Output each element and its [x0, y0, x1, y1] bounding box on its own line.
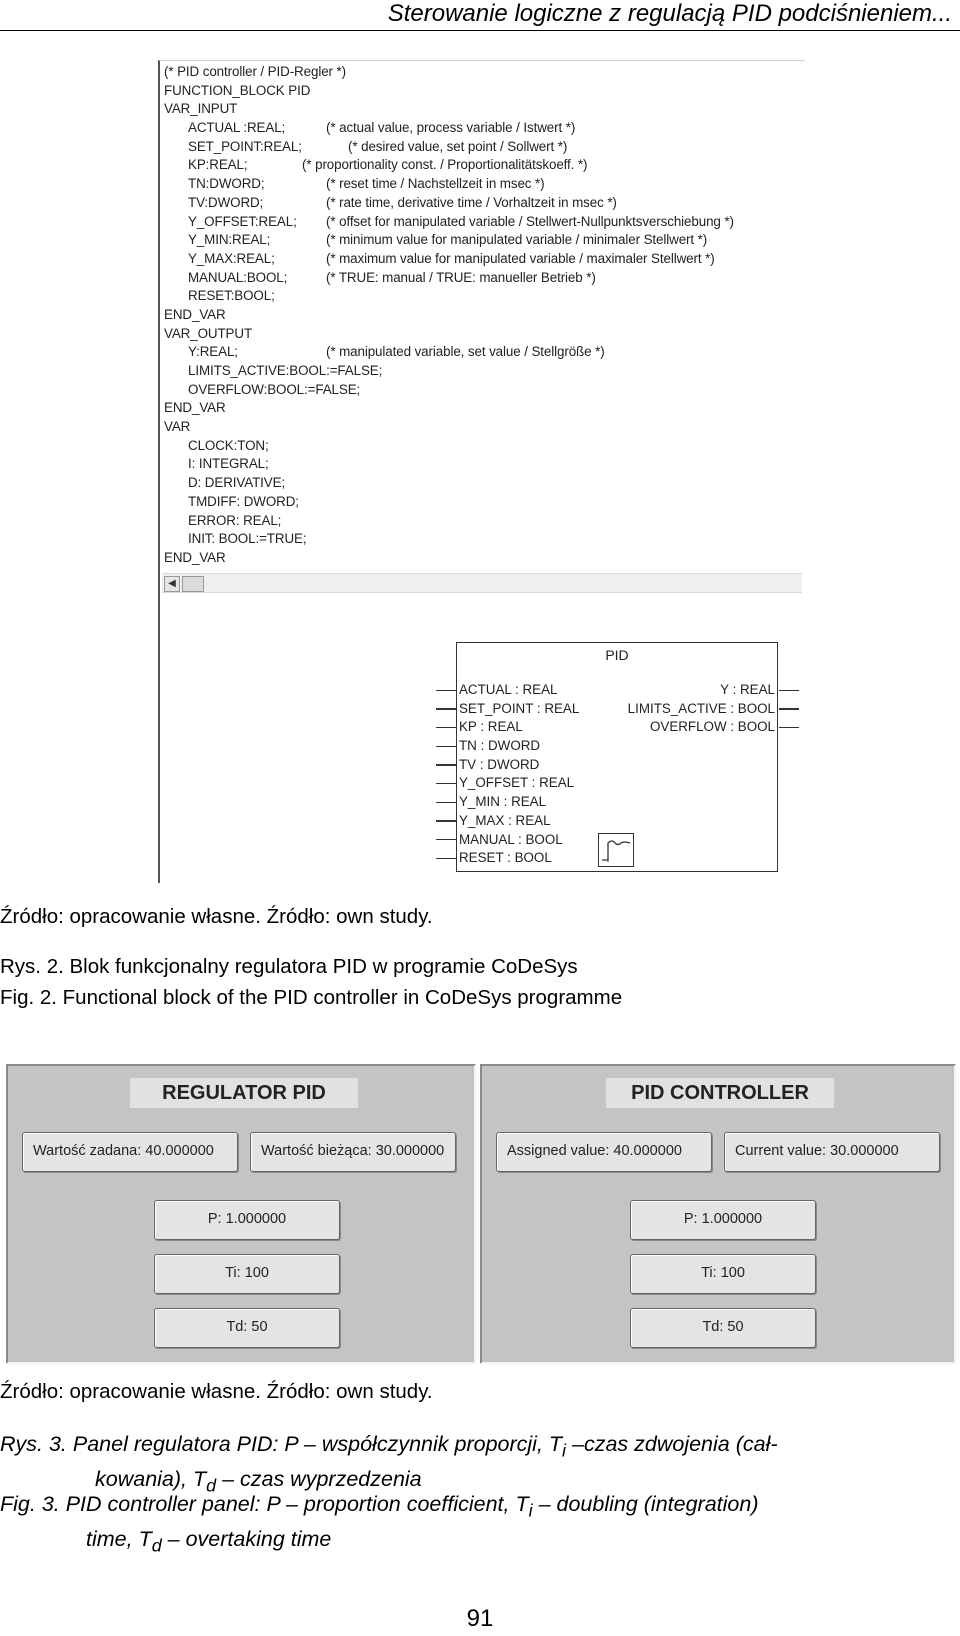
figure3-caption-pl-line1 — [0, 1430, 958, 1465]
figure3-caption-en — [0, 1490, 958, 1561]
code-comment: (* TRUE: manual / TRUE: manueller Betrieb *) — [326, 269, 596, 285]
input-port-label: TN : DWORD — [459, 738, 541, 754]
code-text: END_VAR — [164, 306, 226, 322]
output-port-label: Y : REAL — [720, 682, 775, 697]
code-line — [164, 82, 382, 101]
td-button-pl[interactable]: Td: 50 — [154, 1308, 340, 1348]
caption-fragment: Fig. 3. PID controller panel: P – proportion coefficient, T — [0, 1492, 529, 1516]
input-port-label: Y_MIN : REAL — [459, 794, 547, 810]
code-line — [164, 194, 617, 213]
caption-fragment: – doubling (integration) — [532, 1492, 759, 1516]
code-listing-screenshot — [158, 60, 805, 596]
code-comment: (* rate time, derivative time / Vorhaltzeit in msec *) — [326, 194, 617, 210]
code-line — [164, 418, 382, 437]
input-pin — [436, 746, 456, 747]
p-button-en[interactable]: P: 1.000000 — [630, 1200, 816, 1240]
code-text: INIT: BOOL:=TRUE; — [188, 531, 307, 547]
code-line — [164, 231, 708, 250]
code-line — [164, 437, 382, 456]
caption-text — [0, 1430, 778, 1465]
code-line — [164, 455, 382, 474]
output-pin — [779, 690, 799, 691]
code-text: D: DERIVATIVE; — [188, 475, 286, 491]
code-text: CLOCK:TON; — [188, 437, 269, 453]
caption-fragment: –czas zdwojenia (cał- — [566, 1432, 778, 1456]
code-text: END_VAR — [164, 549, 226, 565]
figure2-source: Źródło: opracowanie własne. Źródło: own study. — [0, 905, 433, 928]
code-text: VAR_INPUT — [164, 101, 238, 117]
figure3-caption-en-line1 — [0, 1490, 958, 1525]
code-line — [164, 474, 382, 493]
step-response-icon — [598, 833, 634, 867]
code-line — [164, 306, 382, 325]
code-line — [164, 512, 382, 531]
p-button-pl[interactable]: P: 1.000000 — [154, 1200, 340, 1240]
panel-en-title: PID CONTROLLER — [606, 1078, 834, 1108]
code-line — [164, 175, 545, 194]
code-line — [164, 493, 382, 512]
code-comment: (* desired value, set point / Sollwert *) — [348, 138, 568, 154]
figure3-caption-en-line2 — [0, 1525, 958, 1560]
td-button-en[interactable]: Td: 50 — [630, 1308, 816, 1348]
code-line — [164, 549, 382, 568]
code-line — [164, 156, 588, 175]
caption-fragment: – overtaking time — [161, 1527, 332, 1552]
code-line — [164, 343, 605, 362]
input-pin — [436, 839, 456, 840]
output-port-label: OVERFLOW : BOOL — [649, 719, 775, 735]
input-pin — [436, 802, 456, 803]
code-line — [164, 530, 382, 549]
code-comment: (* manipulated variable, set value / Stellgröße *) — [326, 344, 605, 360]
code-line — [164, 250, 715, 269]
caption-fragment: time, T — [86, 1527, 152, 1552]
code-comment: (* maximum value for manipulated variable / maximaler Stellwert *) — [326, 250, 715, 266]
subscript: i — [528, 1500, 533, 1521]
function-block-inputs — [459, 681, 579, 868]
scroll-thumb[interactable] — [182, 576, 204, 592]
figure3-source: Źródło: opracowanie własne. Źródło: own study. — [0, 1380, 433, 1403]
code-text: FUNCTION_BLOCK PID — [164, 82, 311, 98]
code-text: KP:REAL; — [188, 157, 248, 173]
code-text: MANUAL:BOOL; — [188, 269, 288, 285]
code-text: ERROR: REAL; — [188, 512, 282, 528]
output-port-label: LIMITS_ACTIVE : BOOL — [627, 700, 775, 716]
code-text: Y:REAL; — [188, 344, 238, 360]
caption-fragment: – czas wyprzedzenia — [216, 1467, 422, 1492]
horizontal-scrollbar[interactable] — [162, 573, 802, 593]
ti-button-pl[interactable]: Ti: 100 — [154, 1254, 340, 1294]
subscript: i — [562, 1440, 567, 1461]
code-lines — [164, 63, 734, 568]
input-port-label: TV : DWORD — [459, 756, 540, 772]
code-text: (* PID controller / PID-Regler *) — [164, 64, 346, 79]
figure2-caption-en: Fig. 2. Functional block of the PID controller in CoDeSys programme — [0, 986, 623, 1009]
code-text: VAR_OUTPUT — [164, 325, 253, 341]
function-block-title: PID — [605, 647, 629, 663]
code-line — [164, 325, 382, 344]
page-number: 91 — [466, 1605, 494, 1632]
input-pin — [436, 690, 456, 691]
code-text: OVERFLOW:BOOL:=FALSE; — [188, 381, 361, 397]
code-comment: (* reset time / Nachstellzeit in msec *) — [326, 176, 545, 192]
caption-fragment: kowania), T — [95, 1467, 207, 1492]
running-title: Sterowanie logiczne z regulacją PID podciśnieniem... — [387, 0, 952, 27]
subscript: d — [151, 1535, 162, 1556]
output-pin — [779, 708, 799, 709]
input-port-label: ACTUAL : REAL — [459, 682, 558, 697]
input-pin — [436, 727, 456, 728]
code-line — [164, 119, 576, 138]
input-port-label: KP : REAL — [459, 719, 523, 735]
code-line — [164, 381, 382, 400]
input-port-label: RESET : BOOL — [459, 850, 552, 866]
code-line — [164, 100, 382, 119]
code-text: Y_MIN:REAL; — [188, 232, 271, 248]
editor-left-border — [158, 595, 160, 883]
code-text: TN:DWORD; — [188, 176, 265, 192]
code-line — [164, 213, 734, 232]
function-block-outputs — [628, 681, 775, 737]
running-header — [0, 0, 960, 31]
input-pin — [436, 783, 456, 784]
code-line — [164, 362, 382, 381]
input-port-label: Y_MAX : REAL — [459, 812, 551, 828]
setpoint-display-pl[interactable]: Wartość zadana: 40.000000 — [22, 1132, 238, 1172]
panel-pl-title: REGULATOR PID — [130, 1078, 358, 1108]
code-text: RESET:BOOL; — [188, 288, 275, 304]
code-text: TMDIFF: DWORD; — [188, 493, 299, 509]
input-pin — [436, 858, 456, 859]
output-pin — [779, 727, 799, 728]
panel-pl — [6, 1064, 476, 1364]
current-value-display-pl[interactable]: Wartość bieżąca: 30.000000 — [250, 1132, 456, 1172]
current-value-display-en[interactable]: Current value: 30.000000 — [724, 1132, 940, 1172]
code-text: Y_OFFSET:REAL; — [188, 213, 297, 229]
code-line — [164, 399, 382, 418]
code-comment: (* actual value, process variable / Istwert *) — [326, 120, 576, 136]
code-comment: (* offset for manipulated variable / Stellwert-Nullpunktsverschiebung *) — [326, 213, 734, 229]
code-text: VAR — [164, 419, 191, 435]
input-pin — [436, 708, 456, 709]
code-text: SET_POINT:REAL; — [188, 138, 302, 154]
code-text: Y_MAX:REAL; — [188, 250, 275, 266]
code-text: END_VAR — [164, 400, 226, 416]
scroll-left-icon[interactable]: ◀ — [164, 576, 180, 592]
ti-button-en[interactable]: Ti: 100 — [630, 1254, 816, 1294]
code-line — [164, 138, 568, 157]
code-text: LIMITS_ACTIVE:BOOL:=FALSE; — [188, 363, 383, 378]
panel-en — [480, 1064, 956, 1364]
figure2-caption-pl: Rys. 2. Blok funkcjonalny regulatora PID w programie CoDeSys — [0, 955, 578, 978]
code-line — [164, 63, 382, 82]
subscript: d — [206, 1475, 217, 1496]
input-port-label: SET_POINT : REAL — [459, 700, 580, 716]
input-pin — [436, 764, 456, 765]
code-line — [164, 269, 596, 288]
input-port-label: MANUAL : BOOL — [459, 831, 563, 847]
code-text: ACTUAL :REAL; — [188, 120, 286, 136]
code-text: TV:DWORD; — [188, 194, 264, 210]
input-pin — [436, 820, 456, 821]
caption-fragment: Rys. 3. Panel regulatora PID: P – współczynnik proporcji, T — [0, 1432, 563, 1456]
setpoint-display-en[interactable]: Assigned value: 40.000000 — [496, 1132, 712, 1172]
code-comment: (* proportionality const. / Proportionalitätskoeff. *) — [302, 157, 588, 173]
code-text: I: INTEGRAL; — [188, 456, 269, 472]
code-comment: (* minimum value for manipulated variable / minimaler Stellwert *) — [326, 232, 708, 248]
code-line — [164, 287, 382, 306]
input-port-label: Y_OFFSET : REAL — [459, 775, 575, 791]
